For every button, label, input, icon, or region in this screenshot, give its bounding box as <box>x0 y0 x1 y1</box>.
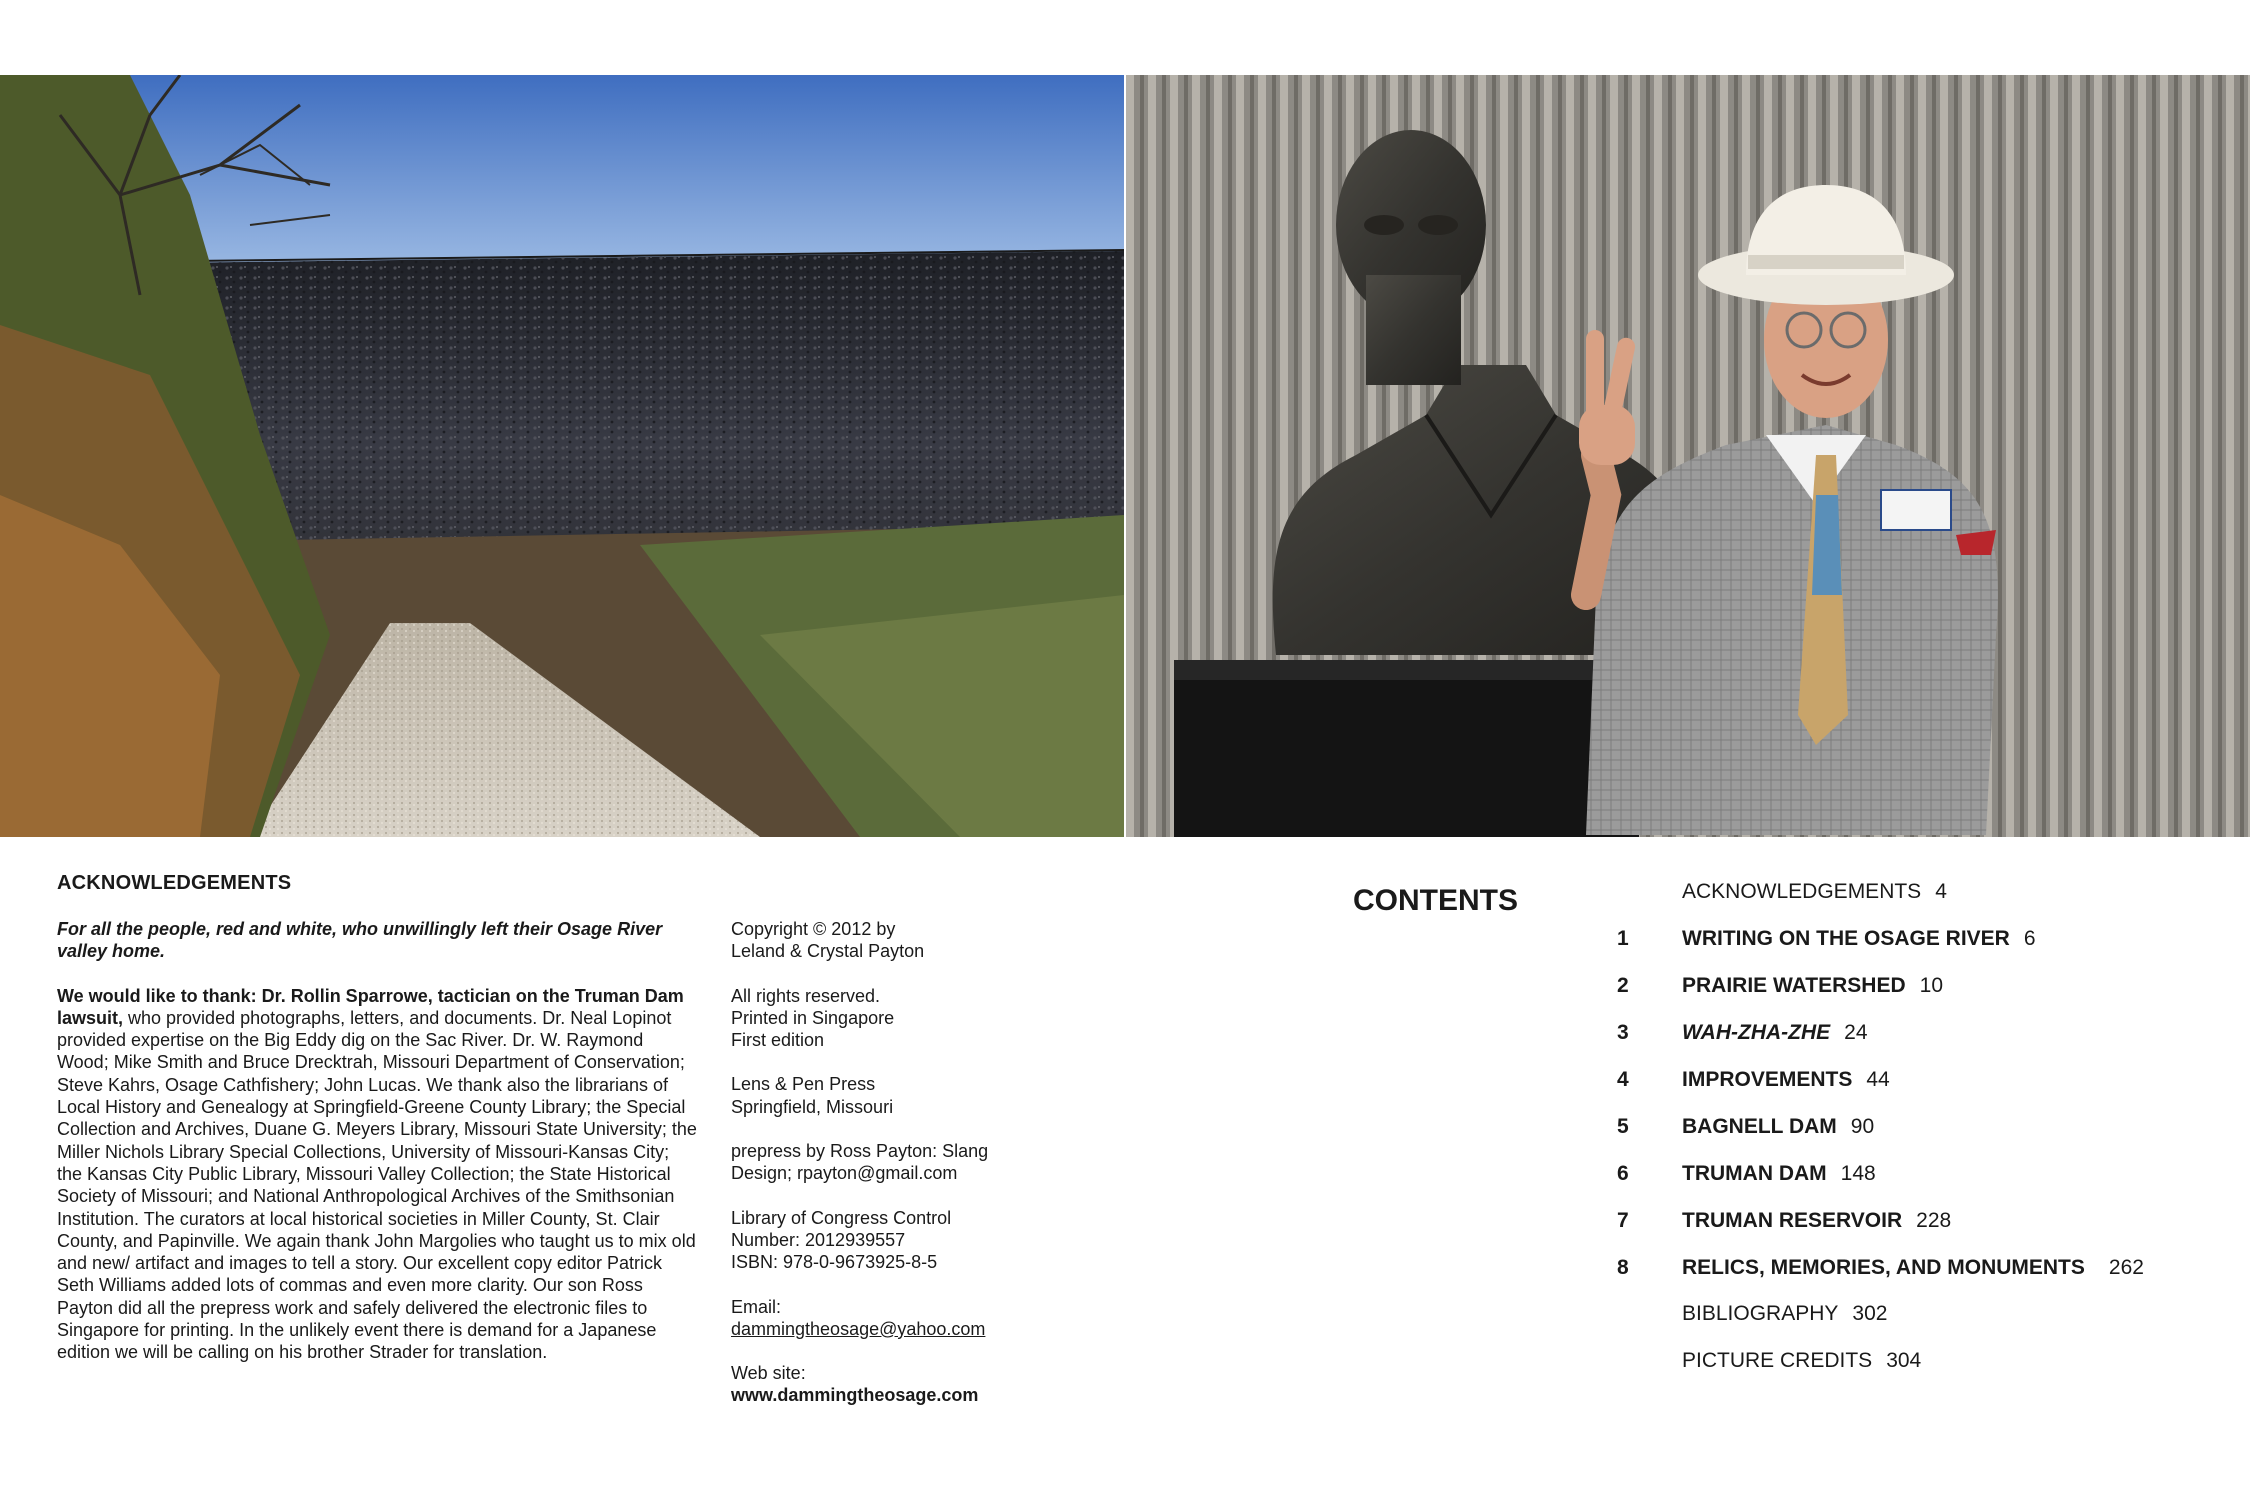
web-block <box>731 1362 1031 1407</box>
toc-title: IMPROVEMENTS <box>1682 1068 1853 1091</box>
toc-page: 44 <box>1866 1068 1890 1091</box>
toc-number: 2 <box>1617 974 1629 997</box>
email-link[interactable]: dammingtheosage@yahoo.com <box>731 1318 986 1339</box>
copyright-block <box>731 918 1031 963</box>
toc-label <box>1682 1068 1890 1092</box>
toc-number: 3 <box>1617 1021 1629 1044</box>
toc-title: RELICS, MEMORIES, AND MONUMENTS <box>1682 1256 2085 1279</box>
web-label: Web site: <box>731 1363 806 1384</box>
copyright-line-1: Copyright © 2012 by <box>731 919 896 939</box>
isbn-line: ISBN: 978-0-9673925-8-5 <box>731 1252 938 1273</box>
toc-number: 8 <box>1617 1256 1629 1279</box>
press-city: Springfield, Missouri <box>731 1096 894 1117</box>
toc-title: BAGNELL DAM <box>1682 1115 1837 1138</box>
toc-number: 5 <box>1617 1115 1629 1138</box>
toc-page: 10 <box>1919 974 1943 997</box>
toc-title: TRUMAN RESERVOIR <box>1682 1209 1903 1232</box>
rights-line: All rights reserved. <box>731 985 881 1006</box>
thanks-paragraph <box>57 985 697 1364</box>
toc-label <box>1682 1302 1887 1326</box>
toc-page: 4 <box>1935 880 1947 903</box>
acknowledgements-heading: ACKNOWLEDGEMENTS <box>57 872 292 894</box>
toc-page: 302 <box>1852 1302 1888 1325</box>
loc-line-1: Library of Congress Control <box>731 1207 952 1228</box>
printed-line: Printed in Singapore <box>731 1007 895 1028</box>
toc-label <box>1682 927 2036 951</box>
toc-number: 4 <box>1617 1068 1629 1091</box>
website-link[interactable]: www.dammingtheosage.com <box>731 1385 979 1406</box>
toc-title: WRITING ON THE OSAGE RIVER <box>1682 927 2010 950</box>
prepress-line-1: prepress by Ross Payton: Slang <box>731 1141 989 1162</box>
toc-label <box>1682 974 1943 998</box>
press-name: Lens & Pen Press <box>731 1074 876 1095</box>
toc-label <box>1682 880 1947 904</box>
publisher-block <box>731 1073 1031 1118</box>
loc-block <box>731 1207 1031 1274</box>
toc-number: 7 <box>1617 1209 1629 1232</box>
toc-page: 262 <box>2108 1256 2144 1279</box>
photo-spread <box>0 75 2250 837</box>
toc-title: TRUMAN DAM <box>1682 1162 1827 1185</box>
toc-title: WAH-ZHA-ZHE <box>1682 1021 1831 1044</box>
toc-page: 24 <box>1844 1021 1868 1044</box>
toc-page: 228 <box>1916 1209 1952 1232</box>
toc-label <box>1682 1349 1921 1373</box>
colophon <box>731 918 1031 1429</box>
email-block <box>731 1296 1031 1341</box>
loc-line-2: Number: 2012939557 <box>731 1229 906 1250</box>
toc-label <box>1682 1209 1951 1233</box>
toc-label <box>1682 1162 1876 1186</box>
bust-portrait-photo <box>1126 75 2250 837</box>
acknowledgements-body <box>57 918 697 1386</box>
thanks-lead: We would like to thank: Dr. Rollin Sparrowe, tactician on the Truman Dam lawsuit, <box>57 985 684 1028</box>
toc-title: PICTURE CREDITS <box>1682 1349 1873 1372</box>
rights-block <box>731 985 1031 1052</box>
toc-number: 1 <box>1617 927 1629 950</box>
toc-page: 148 <box>1840 1162 1876 1185</box>
toc-title: ACKNOWLEDGEMENTS <box>1682 880 1922 903</box>
prepress-line-2: Design; rpayton@gmail.com <box>731 1163 958 1184</box>
dam-embankment-illustration <box>0 75 1124 837</box>
copyright-line-2: Leland & Crystal Payton <box>731 941 925 962</box>
edition-line: First edition <box>731 1030 825 1051</box>
email-label: Email: <box>731 1296 782 1317</box>
toc-title: PRAIRIE WATERSHED <box>1682 974 1906 997</box>
prepress-block <box>731 1140 1031 1185</box>
toc-label <box>1682 1021 1868 1045</box>
contents-title: CONTENTS <box>1353 884 1518 917</box>
toc-page: 304 <box>1886 1349 1922 1372</box>
toc-page: 6 <box>2023 927 2036 950</box>
toc-label <box>1682 1115 1874 1139</box>
bust-portrait-illustration <box>1126 75 2250 837</box>
toc-page: 90 <box>1850 1115 1875 1138</box>
thanks-body: who provided photographs, letters, and documents. Dr. Neal Lopinot provided expertise on the Big Eddy dig on the Sac River. Dr. W. Raymond Wood; Mike Smith and Bruce Drecktrah, Missouri Department of Conservation; Steve Kahrs, Osage Cathfishery; John Lucas. We thank also the librarians of Local History and Genealogy at Springfield-Greene County Library; the Special Collection and Archives, Duane G. Meyers Library, Missouri State University; the Miller Nichols Library Special Collections, University of Missouri-Kansas City; the Kansas City Public Library, Missouri Valley Collection; the State Historical Society of Missouri; and National Anthropological Archives of the Smithsonian Institution. The curators at local historical societies in Miller County, St. Clair County, and Papinville. We again thank John Margolies who taught us to mix old and new/ artifact and images to tell a story. Our excellent copy editor Patrick Seth Williams added lots of commas and even more clarity. Our son Ross Payton did all the prepress work and safely delivered the electronic files to Singapore for printing. In the unlikely event there is demand for a Japanese edition we will be calling on his brother Strader for translation. <box>57 1007 697 1363</box>
toc-title: BIBLIOGRAPHY <box>1682 1302 1839 1325</box>
dam-embankment-photo <box>0 75 1124 837</box>
dedication: For all the people, red and white, who unwillingly left their Osage River valley home. <box>57 919 663 962</box>
toc-label <box>1682 1256 2144 1280</box>
toc-number: 6 <box>1617 1162 1629 1185</box>
